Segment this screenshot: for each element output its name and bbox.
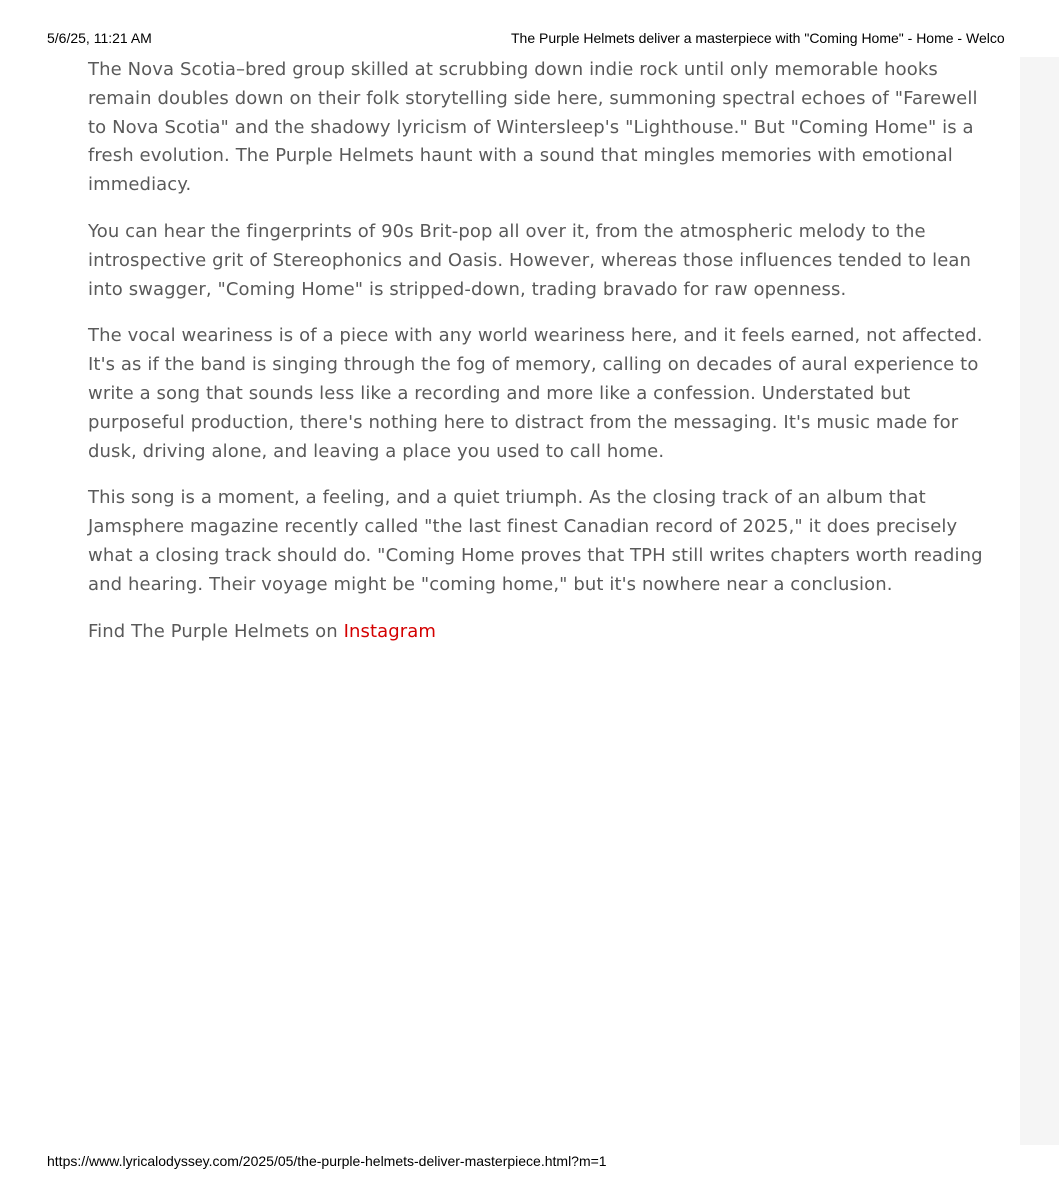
print-url: https://www.lyricalodyssey.com/2025/05/the-purple-helmets-deliver-masterpiece.html?m=1 [47,1153,607,1169]
instagram-link[interactable]: Instagram [343,620,437,642]
print-page-title: The Purple Helmets deliver a masterpiece with "Coming Home" - Home - Welco [511,30,1005,46]
print-header [0,30,1059,50]
article-paragraph-4: This song is a moment, a feeling, and a quiet triumph. As the closing track of an album that Jamsphere magazine recently called "the last finest Canadian record of 2025," it does precisely what a closing track should do. "Coming Home proves that TPH still writes chapters worth reading and hearing. Their voyage might be "coming home," but it's nowhere near a conclusion. [88,487,983,595]
find-on-social [88,618,998,647]
find-prefix: Find The Purple Helmets on [88,620,344,642]
article-paragraph-3: The vocal weariness is of a piece with any world weariness here, and it feels earned, not affected. It's as if the band is singing through the fog of memory, calling on decades of aural experience to write a song that sounds less like a recording and more like a confession. Understated but purposeful production, there's nothing here to distract from the messaging. It's music made for dusk, driving alone, and leaving a place you used to call home. [88,325,983,462]
article-body [88,56,998,664]
article-paragraph-2: You can hear the fingerprints of 90s Brit-pop all over it, from the atmospheric melody to the introspective grit of Stereophonics and Oasis. However, whereas those influences tended to lean into swagger, "Coming Home" is stripped-down, trading bravado for raw openness. [88,220,972,300]
sidebar-strip [1020,57,1059,1145]
article-paragraph-1: The Nova Scotia–bred group skilled at scrubbing down indie rock until only memorable hooks remain doubles down on their folk storytelling side here, summoning spectral echoes of "Farewell to Nova Scotia" and the shadowy lyricism of Wintersleep's "Lighthouse." But "Coming Home" is a fresh evolution. The Purple Helmets haunt with a sound that mingles memories with emotional immediacy. [88,59,978,196]
print-datetime: 5/6/25, 11:21 AM [47,30,152,46]
